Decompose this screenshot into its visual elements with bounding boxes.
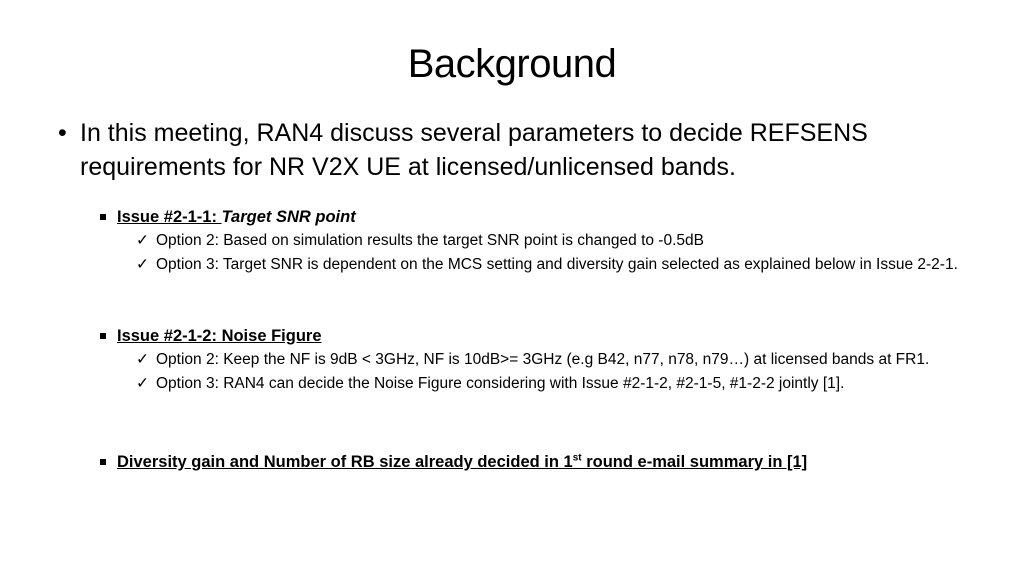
- option-item: [100, 372, 976, 396]
- slide-title: Background: [407, 42, 617, 86]
- diversity-text-post: round e-mail summary in [1]: [581, 453, 808, 471]
- option-item: [100, 229, 976, 253]
- square-bullet-icon: [100, 333, 106, 339]
- checkmark-icon: ✓: [136, 256, 149, 273]
- issue-heading: [117, 205, 1000, 229]
- option-text: Option 2: Keep the NF is 9dB < 3GHz, NF is 10dB>= 3GHz (e.g B42, n77, n78, n79…) at licensed bands at FR1.: [156, 351, 930, 368]
- option-list: [100, 229, 1000, 277]
- intro-bullet: [58, 116, 978, 184]
- issue-block-noise-figure: [100, 324, 1000, 396]
- diversity-block: [100, 450, 1000, 474]
- square-bullet-icon: [100, 214, 106, 220]
- option-item: [100, 253, 976, 277]
- option-text: Option 2: Based on simulation results the target SNR point is changed to -0.5dB: [156, 232, 704, 249]
- option-item: [100, 348, 976, 372]
- checkmark-icon: ✓: [136, 232, 149, 249]
- issue-heading: [117, 324, 1000, 348]
- option-list: [100, 348, 1000, 396]
- checkmark-icon: ✓: [136, 375, 149, 392]
- diversity-superscript: st: [572, 452, 582, 464]
- intro-text: In this meeting, RAN4 discuss several parameters to decide REFSENS requirements for NR V2X UE at licensed/unlicensed bands.: [80, 119, 868, 181]
- diversity-heading: [117, 450, 1000, 474]
- checkmark-icon: ✓: [136, 351, 149, 368]
- bullet-dot-icon: •: [58, 119, 67, 147]
- issue-block-snr: [100, 205, 1000, 277]
- option-text: Option 3: Target SNR is dependent on the MCS setting and diversity gain selected as explained below in Issue 2-2-1.: [156, 256, 958, 273]
- option-text: Option 3: RAN4 can decide the Noise Figure considering with Issue #2-1-2, #2-1-5, #1-2-2 jointly [1].: [156, 375, 845, 392]
- issue-topic: Target SNR point: [221, 208, 356, 226]
- issue-label: Issue #2-1-2:: [117, 327, 222, 345]
- square-bullet-icon: [100, 459, 106, 465]
- diversity-text-pre: Diversity gain and Number of RB size already decided in 1: [117, 453, 573, 471]
- issue-topic: Noise Figure: [221, 327, 322, 345]
- issue-label: Issue #2-1-1:: [117, 208, 222, 226]
